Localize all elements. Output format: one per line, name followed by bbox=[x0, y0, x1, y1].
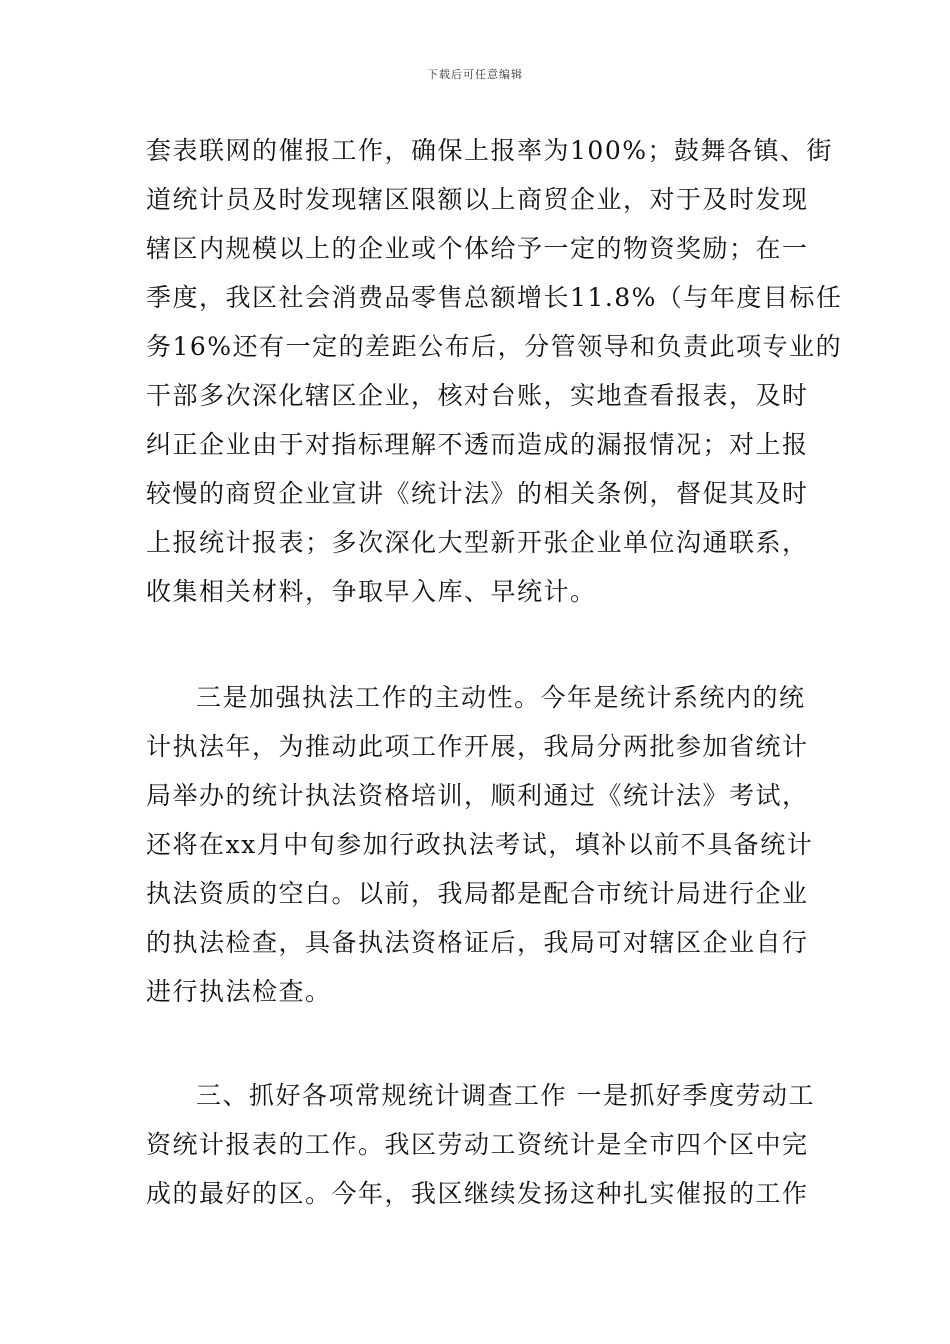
text-line: 辖区内规模以上的企业或个体给予一定的物资奖励；在一 bbox=[146, 234, 809, 263]
text-line: 执法资质的空白。以前，我局都是配合市统计局进行企业 bbox=[146, 879, 809, 908]
text-line: 道统计员及时发现辖区限额以上商贸企业，对于及时发现 bbox=[146, 185, 809, 214]
text-line: 三是加强执法工作的主动性。今年是统计系统内的统 bbox=[196, 683, 806, 712]
paragraph-3 bbox=[146, 1071, 815, 1218]
page-header: 下载后可任意编辑 bbox=[427, 68, 523, 81]
text-line: 进行执法检查。 bbox=[146, 977, 332, 1006]
text-line: 较慢的商贸企业宣讲《统计法》的相关条例，督促其及时 bbox=[146, 479, 809, 508]
text-line: 资统计报表的工作。我区劳动工资统计是全市四个区中完 bbox=[146, 1130, 809, 1159]
paragraph-1 bbox=[146, 126, 843, 616]
text-line: 收集相关材料，争取早入库、早统计。 bbox=[146, 577, 597, 606]
text-line: 局举办的统计执法资格培训，顺利通过《统计法》考试， bbox=[146, 781, 809, 810]
text-line: 套表联网的催报工作，确保上报率为100%；鼓舞各镇、街 bbox=[146, 136, 833, 165]
text-line: 三、抓好各项常规统计调查工作 一是抓好季度劳动工 bbox=[196, 1081, 815, 1110]
text-line: 季度，我区社会消费品零售总额增长11.8%（与年度目标任 bbox=[146, 283, 843, 312]
text-line: 纠正企业由于对指标理解不透而造成的漏报情况；对上报 bbox=[146, 430, 809, 459]
text-line: 还将在xx月中旬参加行政执法考试，填补以前不具备统计 bbox=[146, 830, 814, 859]
text-line: 计执法年，为推动此项工作开展，我局分两批参加省统计 bbox=[146, 732, 809, 761]
text-line: 干部多次深化辖区企业，核对台账，实地查看报表，及时 bbox=[146, 381, 809, 410]
paragraph-2 bbox=[146, 673, 812, 1016]
text-line: 成的最好的区。今年，我区继续发扬这种扎实催报的工作 bbox=[146, 1179, 809, 1208]
text-line: 的执法检查，具备执法资格证后，我局可对辖区企业自行 bbox=[146, 928, 809, 957]
text-line: 务16%还有一定的差距公布后，分管领导和负责此项专业的 bbox=[146, 332, 843, 361]
text-line: 上报统计报表；多次深化大型新开张企业单位沟通联系， bbox=[146, 528, 809, 557]
